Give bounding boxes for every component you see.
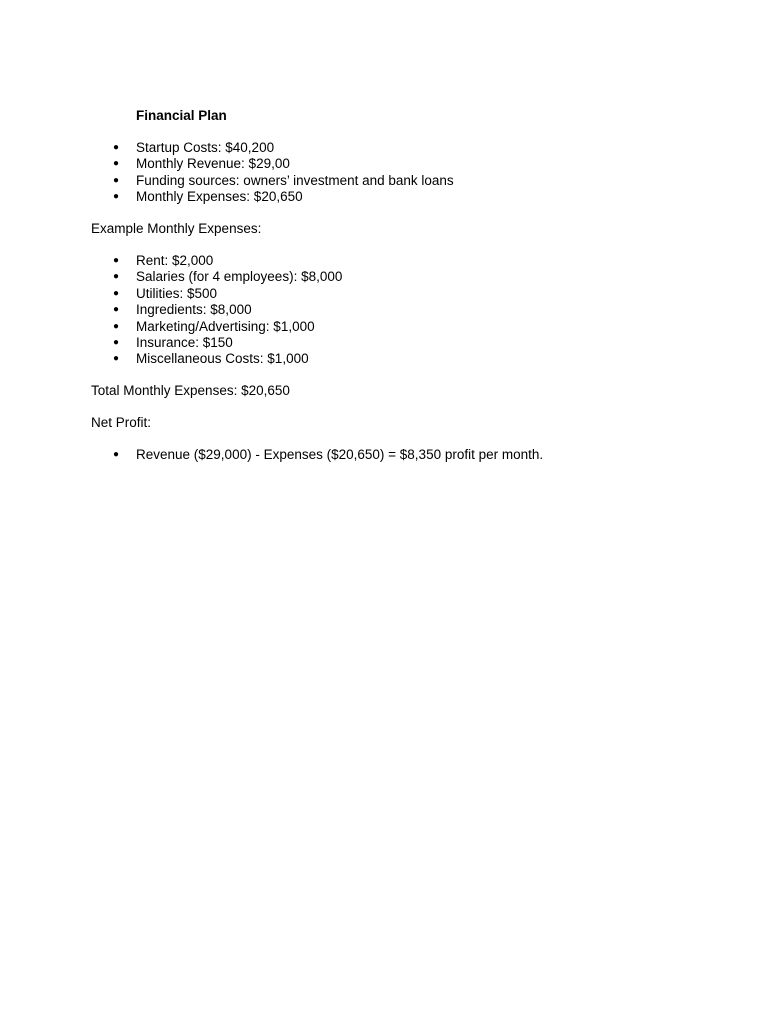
bullet-icon: ●: [113, 449, 120, 460]
expense-item-rent: Rent: $2,000: [136, 253, 214, 268]
list-item: [0, 140, 454, 156]
bullet-icon: ●: [113, 174, 120, 186]
expense-item-salaries: Salaries (for 4 employees): $8,000: [136, 269, 343, 285]
summary-item-startup-costs: Startup Costs: $40,200: [136, 140, 275, 155]
bullet-icon: ●: [113, 142, 120, 153]
bullet-icon: ●: [113, 271, 120, 283]
summary-item-monthly-expenses: Monthly Expenses: $20,650: [136, 189, 303, 205]
list-item: [0, 447, 543, 463]
expense-item-insurance: Insurance: $150: [136, 334, 233, 350]
net-profit-list: [0, 447, 543, 463]
bullet-icon: ●: [113, 287, 120, 299]
list-item: [0, 302, 342, 318]
list-item: [0, 253, 342, 269]
expense-item-miscellaneous: Miscellaneous Costs: $1,000: [136, 351, 309, 367]
expense-item-marketing: Marketing/Advertising: $1,000: [136, 318, 315, 334]
list-item: [0, 319, 342, 335]
bullet-icon: ●: [113, 336, 120, 348]
summary-list: [0, 140, 454, 206]
summary-item-funding-sources: Funding sources: owners’ investment and bank loans: [136, 172, 454, 188]
list-item: [0, 156, 454, 172]
total-monthly-expenses: Total Monthly Expenses: $20,650: [91, 383, 290, 398]
bullet-icon: ●: [113, 320, 120, 332]
expense-list: [0, 253, 342, 368]
list-item: [0, 173, 454, 189]
bullet-icon: ●: [113, 353, 120, 365]
bullet-icon: ●: [113, 304, 120, 316]
net-profit-calculation: Revenue ($29,000) - Expenses ($20,650) = $8,350 profit per month.: [136, 447, 544, 462]
list-item: [0, 351, 342, 367]
expense-item-ingredients: Ingredients: $8,000: [136, 302, 252, 318]
list-item: [0, 286, 342, 302]
bullet-icon: ●: [113, 255, 120, 266]
bullet-icon: ●: [113, 158, 120, 170]
example-expenses-heading: Example Monthly Expenses:: [91, 221, 262, 236]
bullet-icon: ●: [113, 191, 120, 203]
page-title: Financial Plan: [136, 108, 227, 123]
list-item: [0, 335, 342, 351]
list-item: [0, 269, 342, 285]
summary-item-monthly-revenue: Monthly Revenue: $29,00: [136, 156, 290, 172]
expense-item-utilities: Utilities: $500: [136, 285, 218, 301]
list-item: [0, 189, 454, 205]
net-profit-heading: Net Profit:: [91, 415, 152, 430]
